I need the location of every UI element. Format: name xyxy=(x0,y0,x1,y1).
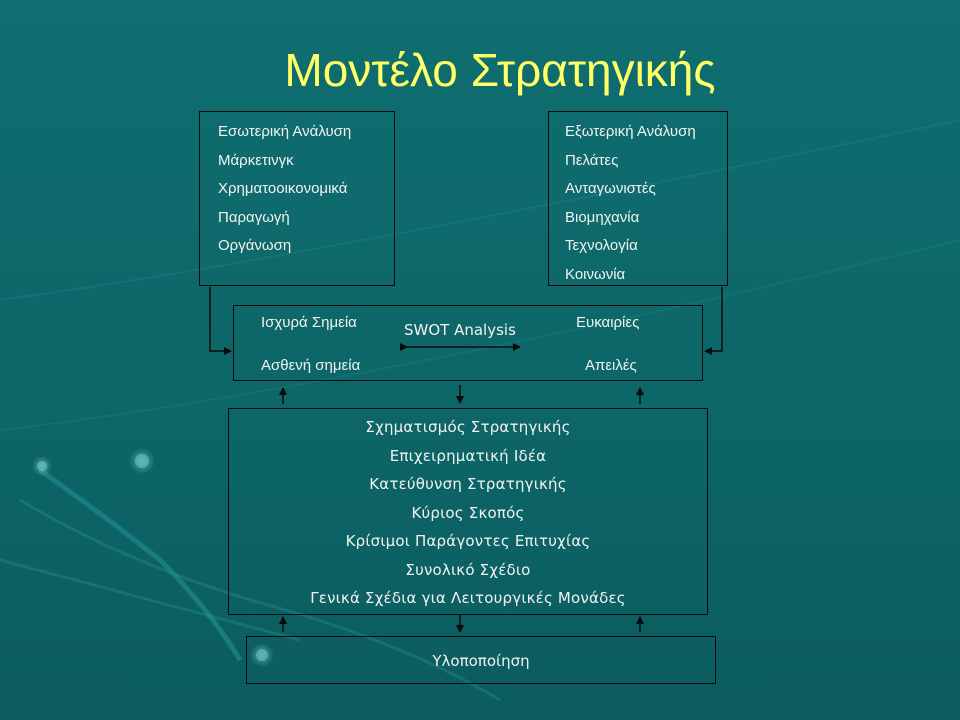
strategy-item-success-factors: Κρίσιμοι Παράγοντες Επιτυχίας xyxy=(345,532,591,550)
strategy-item-business-idea: Επιχειρηματική Ιδέα xyxy=(389,446,547,465)
internal-item-production: Παραγωγή xyxy=(218,208,290,226)
strategy-formation-list xyxy=(229,413,707,613)
external-analysis-heading: Εξωτερική Ανάλυση xyxy=(565,123,696,140)
internal-analysis-list xyxy=(218,118,351,261)
internal-item-marketing: Μάρκετινγκ xyxy=(218,151,294,169)
implementation-label: Υλοποποίηση xyxy=(432,652,530,670)
swot-box xyxy=(233,305,703,381)
implementation-box xyxy=(246,636,716,684)
internal-analysis-heading: Εσωτερική Ανάλυση xyxy=(218,123,352,140)
swot-opportunities: Ευκαιρίες xyxy=(576,314,640,331)
swot-analysis-label: SWOT Analysis xyxy=(404,321,516,339)
external-analysis-box xyxy=(548,111,728,286)
external-analysis-list xyxy=(565,118,696,289)
swot-threats: Απειλές xyxy=(585,357,637,374)
external-item-technology: Τεχνολογία xyxy=(565,237,638,254)
external-to-swot-connector xyxy=(705,287,722,351)
internal-analysis-box xyxy=(199,111,395,286)
strategy-item-main-goal: Κύριος Σκοπός xyxy=(411,503,525,522)
internal-item-finance: Χρηματοοικονομικά xyxy=(218,180,348,197)
strategy-formation-heading: Σχηματισμός Στρατηγικής xyxy=(365,418,571,436)
external-item-society: Κοινωνία xyxy=(565,265,626,283)
strategy-item-overall-plan: Συνολικό Σχέδιο xyxy=(405,560,531,579)
swot-weaknesses: Ασθενή σημεία xyxy=(261,357,361,374)
external-item-customers: Πελάτες xyxy=(565,151,619,169)
strategy-item-direction: Κατεύθυνση Στρατηγικής xyxy=(369,475,567,493)
slide-title: Μοντέλο Στρατηγικής xyxy=(284,44,716,96)
external-item-competitors: Ανταγωνιστές xyxy=(565,180,656,197)
external-item-industry: Βιομηχανία xyxy=(565,208,640,226)
strategy-item-unit-plans: Γενικά Σχέδια για Λειτουργικές Μονάδες xyxy=(310,589,626,607)
swot-strengths: Ισχυρά Σημεία xyxy=(261,314,357,331)
strategy-formation-box xyxy=(228,408,708,615)
internal-item-organization: Οργάνωση xyxy=(218,237,292,254)
internal-to-swot-connector xyxy=(210,287,231,351)
